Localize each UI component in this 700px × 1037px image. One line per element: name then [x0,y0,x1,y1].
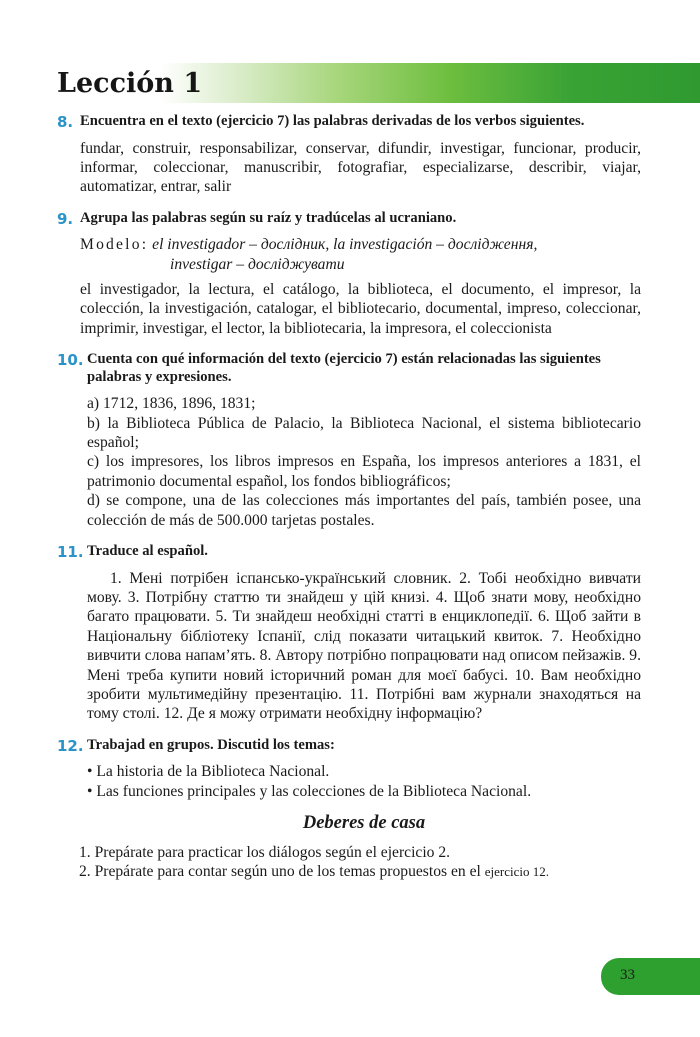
homework-list [57,843,641,882]
exercise-instruction: Trabajad en grupos. Discutid los temas: [87,736,335,753]
exercise-number: 8. [57,113,74,131]
exercise-number: 9. [57,209,74,228]
exercise-10 [57,351,641,530]
page-number: 33 [620,967,635,983]
exercise-instruction: Traduce al español. [87,543,208,560]
item-b: b) la Biblioteca Pública de Palacio, la Biblioteca Nacional, el sistema bibliotecario español; [87,414,641,452]
item-d: d) se compone, una de las colecciones más importantes del país, también posee, una colección de más de 500.000 tarjetas postales. [87,492,641,529]
exercise-8 [57,113,641,197]
lesson-title: Lección 1 [57,68,203,99]
homework-title: Deberes de casa [302,813,426,834]
modelo-text: el investigador – дослідник, la investigación – дослідження, [152,236,538,254]
word-list: el investigador, la lectura, el catálogo, la biblioteca, el documento, el impresor, la colección, la investigación, catalogar, el bibliotecario, documental, impreso, coleccionar, imprimir, investigar, el lector, la bibliotecaria, la impresora, el coleccionista [80,281,641,337]
translation-text: 1. Мені потрібен іспансько-український словник. 2. Тобі необхідно вивчати мову. 3. Потрібну статтю ти знайдеш у цій книзі. 4. Щоб знати мову, необхідно багато працювати. 5. Ти знайдеш необхідні статті в енциклопедії. 6. Щоб зайти в Національну бібліотеку Іспанії, слід показати читацький квиток. 7. Необхідно вивчити слова напам’ять. 8. Автору потрібно попрацювати над описом пейзажів. 9. Мені треба купити новий історичний роман для моєї бабусі. 10. Вам необхідно зробити мультимедійну презентацію. 11. Потрібні вам журнали знаходяться на тому столі. 12. Де я можу отримати необхідну інформацію? [87,569,641,723]
item-c: c) los impresores, los libros impresos en España, los impresos anteriores a 1831, el patrimonio documental español, los fondos bibliográficos; [87,453,641,490]
topic-item: • Las funciones principales y las colecciones de la Biblioteca Nacional. [87,782,532,800]
exercise-11 [57,543,641,724]
exercise-number: 10. [57,351,84,370]
page-number-tab [601,958,700,995]
modelo-text-continued: investigar – досліджувати [170,255,345,273]
item-a: a) 1712, 1836, 1896, 1831; [87,395,256,413]
exercise-12 [57,737,641,801]
homework-item-reference: ejercicio 12. [484,863,549,879]
topic-item: • La historia de la Biblioteca Nacional. [87,763,330,781]
word-list: fundar, construir, responsabilizar, conservar, difundir, investigar, funcionar, producir, informar, coleccionar, manuscribir, fotografiar, especializarse, describir, viajar, automatizar, entrar, salir [80,139,641,196]
modelo-label: Modelo: [80,236,149,254]
exercise-number: 11. [57,543,84,562]
exercise-9 [57,210,641,339]
page-content [57,113,641,881]
homework-item-text: 2. Prepárate para contar según uno de los temas propuestos en el [79,862,481,880]
exercise-instruction: Agrupa las palabras según su raíz y tradúcelas al ucraniano. [80,209,457,226]
homework-item: 1. Prepárate para practicar los diálogos según el ejercicio 2. [79,843,451,861]
homework-item [79,862,641,881]
exercise-instruction: Encuentra en el texto (ejercicio 7) las palabras derivadas de los verbos siguientes. [80,113,585,129]
modelo-example [80,235,641,274]
exercise-instruction: Cuenta con qué información del texto (ejercicio 7) están relacionadas las siguientes palabras y expresiones. [87,351,601,385]
exercise-number: 12. [57,736,84,755]
